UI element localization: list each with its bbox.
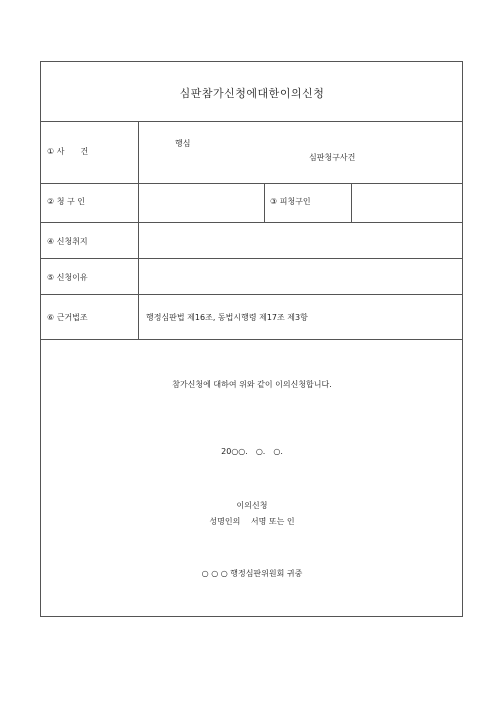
date-line: 20○○. ○. ○. — [221, 447, 283, 456]
statement-text: 참가신청에 대하여 위와 같이 이의신청합니다. — [172, 380, 332, 389]
row-divider — [41, 222, 462, 223]
applicant-title: 이의신청 — [236, 501, 268, 510]
page-title: 심판참가신청에대한이의신청 — [179, 87, 325, 100]
case-prefix: 행심 — [175, 139, 191, 148]
row-divider — [41, 258, 462, 259]
claimant-label: ② 청 구 인 — [47, 197, 85, 206]
row-divider — [41, 339, 462, 340]
row-divider — [41, 294, 462, 295]
objection-form — [40, 61, 463, 617]
label-column-divider — [138, 121, 139, 339]
applicant-signature-line: 성명인의 서명 또는 인 — [209, 517, 295, 526]
cell-divider — [351, 183, 352, 222]
case-suffix: 심판청구사건 — [309, 153, 356, 162]
cell-divider — [264, 183, 265, 222]
case-label: ① 사 건 — [47, 147, 89, 156]
purpose-label: ④ 신청취지 — [47, 237, 88, 246]
basis-value: 행정심판법 제16조, 동법시행령 제17조 제3항 — [146, 313, 308, 322]
basis-label: ⑥ 근거법조 — [47, 313, 88, 322]
addressee-line: ○ ○ ○ 행정심판위원회 귀중 — [201, 569, 303, 578]
row-divider — [41, 121, 462, 122]
row-divider — [41, 183, 462, 184]
respondent-label: ③ 피청구인 — [270, 197, 311, 206]
reason-label: ⑤ 신청이유 — [47, 273, 88, 282]
